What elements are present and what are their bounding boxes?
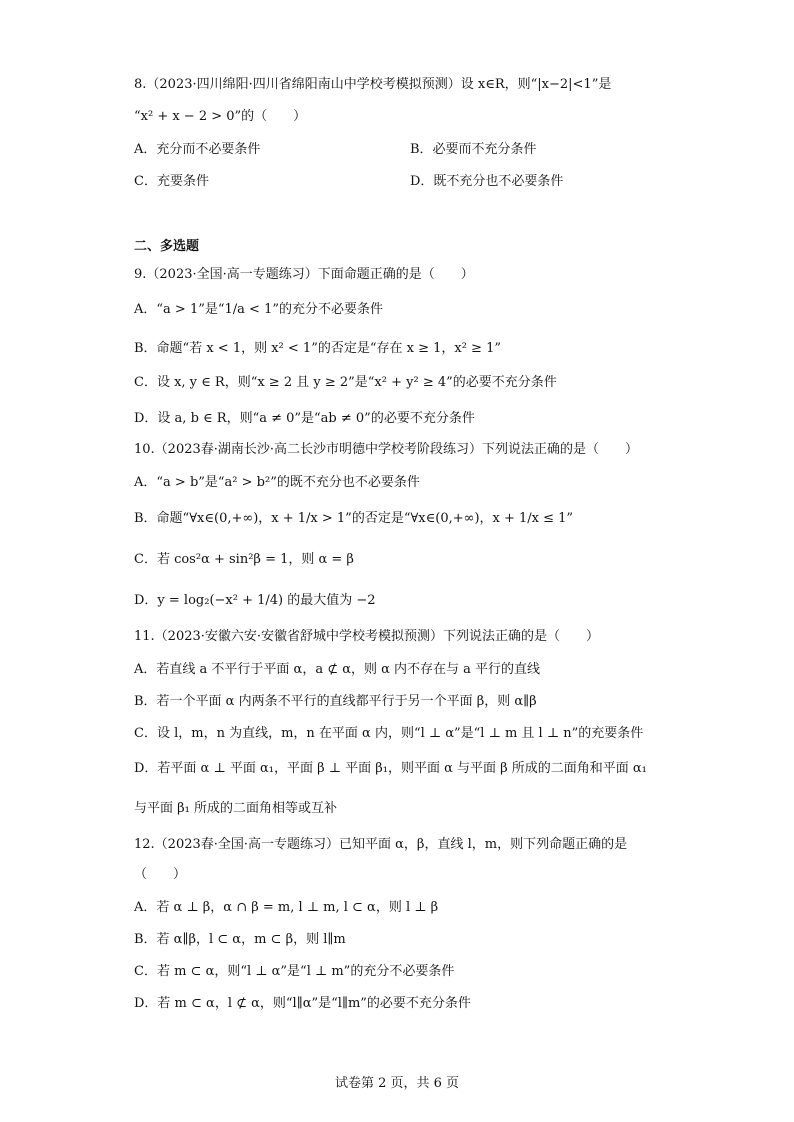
q12-stem-line1: 12.（2023春·全国·高一专题练习）已知平面 α，β，直线 l，m，则下列命题正确的是 [134, 837, 628, 852]
q12-option-a: A．若 α ⊥ β，α ∩ β = m, l ⊥ m, l ⊂ α，则 l ⊥ β [134, 900, 439, 915]
q10-option-b: B．命题“∀x∈(0,+∞)，x + 1/x > 1”的否定是“∀x∈(0,+∞)，x + 1/x ≤ 1” [134, 511, 574, 526]
q12-option-d: D．若 m ⊂ α，l ⊄ α，则“l∥α”是“l∥m”的必要不充分条件 [134, 996, 471, 1011]
q9-option-b: B．命题“若 x < 1，则 x² < 1”的否定是“存在 x ≥ 1，x² ≥ 1” [134, 341, 501, 356]
q11-option-b: B．若一个平面 α 内两条不平行的直线都平行于另一个平面 β，则 α∥β [134, 694, 537, 709]
q8-option-d: D．既不充分也不必要条件 [410, 174, 564, 189]
q8-stem-line1: 8.（2023·四川绵阳·四川省绵阳南山中学校考模拟预测）设 x∈R，则“|x−2|<1”是 [134, 77, 612, 92]
q9-option-d: D．设 a, b ∈ R，则“a ≠ 0”是“ab ≠ 0”的必要不充分条件 [134, 411, 475, 426]
q11-option-c: C．设 l，m，n 为直线，m，n 在平面 α 内，则“l ⊥ α”是“l ⊥ m 且 l ⊥ n”的充要条件 [134, 726, 644, 741]
q8-option-a: A．充分而不必要条件 [134, 142, 261, 157]
q12-option-b: B．若 α∥β，l ⊂ α，m ⊂ β，则 l∥m [134, 932, 346, 947]
q12-stem-line2: （ ） [134, 867, 187, 882]
q9-stem: 9.（2023·全国·高一专题练习）下面命题正确的是（ ） [134, 267, 474, 282]
q10-stem: 10.（2023春·湖南长沙·高二长沙市明德中学校考阶段练习）下列说法正确的是（ ） [134, 442, 639, 457]
q11-stem: 11.（2023·安徽六安·安徽省舒城中学校考模拟预测）下列说法正确的是（ ） [134, 629, 600, 644]
q11-option-d-line2: 与平面 β₁ 所成的二面角相等或互补 [134, 801, 337, 816]
q8-option-b: B．必要而不充分条件 [410, 142, 537, 157]
q11-option-d-line1: D．若平面 α ⊥ 平面 α₁，平面 β ⊥ 平面 β₁，则平面 α 与平面 β 所成的二面角和平面 α₁ [134, 761, 647, 776]
q11-option-a: A．若直线 a 不平行于平面 α，a ⊄ α，则 α 内不存在与 a 平行的直线 [134, 662, 541, 677]
q9-option-a: A．“a > 1”是“1/a < 1”的充分不必要条件 [134, 302, 383, 317]
q8-option-c: C．充要条件 [134, 174, 209, 189]
q10-option-c: C．若 cos²α + sin²β = 1，则 α = β [134, 552, 354, 567]
q8-stem-line2: “x² + x − 2 > 0”的（ ） [134, 109, 307, 124]
q10-option-a: A．“a > b”是“a² > b²”的既不充分也不必要条件 [134, 475, 420, 490]
section-title: 二、多选题 [134, 239, 200, 254]
q12-option-c: C．若 m ⊂ α，则“l ⊥ α”是“l ⊥ m”的充分不必要条件 [134, 964, 455, 979]
page-footer: 试卷第 2 页，共 6 页 [334, 1076, 460, 1091]
q10-option-d: D．y = log₂(−x² + 1/4) 的最大值为 −2 [134, 593, 376, 608]
q9-option-c: C．设 x, y ∈ R，则“x ≥ 2 且 y ≥ 2”是“x² + y² ≥ 4”的必要不充分条件 [134, 375, 557, 390]
